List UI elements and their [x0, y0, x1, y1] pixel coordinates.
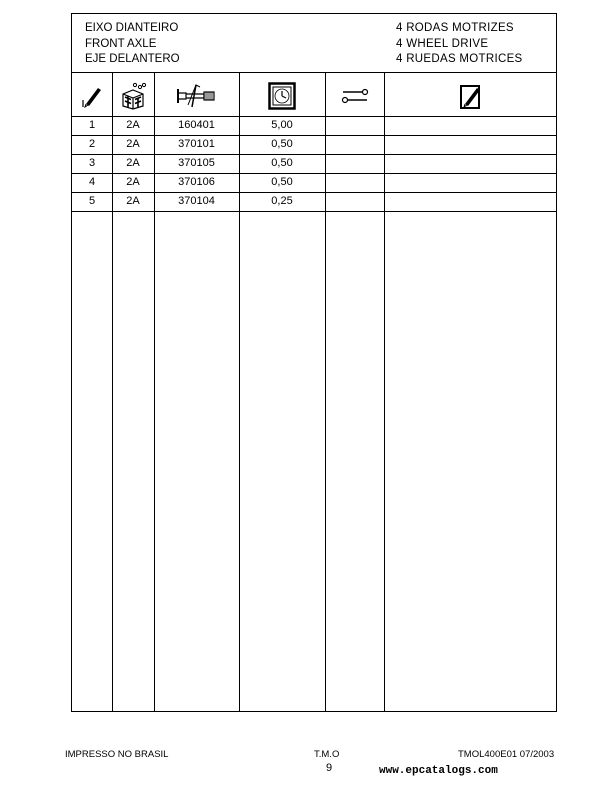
footer-doc-code: TMOL400E01 07/2003	[458, 749, 555, 760]
drive-type	[396, 21, 523, 68]
row-3-item: 3	[88, 157, 96, 169]
row-4-time: 0,50	[271, 176, 293, 188]
row-2-code: 370101	[178, 138, 215, 150]
document-sheet	[71, 13, 557, 712]
title-spanish: EJE DELANTERO	[85, 53, 180, 65]
row-5-time: 0,25	[271, 195, 293, 207]
drive-spanish: 4 RUEDAS MOTRICES	[396, 53, 523, 65]
row-1-group: 2A	[126, 119, 140, 131]
row-3-group: 2A	[126, 157, 140, 169]
row-4-code: 370106	[178, 176, 215, 188]
page-number: 9	[326, 762, 333, 774]
row-4-item: 4	[88, 176, 96, 188]
title-english: FRONT AXLE	[85, 37, 157, 50]
row-3-time: 0,50	[271, 157, 293, 169]
row-1-time: 5,00	[271, 119, 293, 131]
column-divider	[325, 73, 326, 711]
row-1-code: 160401	[178, 119, 215, 131]
pen-icon	[72, 76, 112, 116]
footer-printed-in: IMPRESSO NO BRASIL	[65, 749, 169, 760]
wrench-icon	[325, 76, 384, 116]
row-2-time: 0,50	[271, 138, 293, 150]
row-5-code: 370104	[178, 195, 215, 207]
row-3-code: 370105	[178, 157, 215, 169]
row-5-item: 5	[88, 195, 96, 207]
row-2-group: 2A	[126, 138, 140, 150]
row-4-group: 2A	[126, 176, 140, 188]
drive-portuguese: 4 RODAS MOTRIZES	[396, 22, 514, 34]
cubes-icon	[112, 76, 154, 116]
watermark-url[interactable]: www.epcatalogs.com	[379, 765, 498, 777]
axle-title	[85, 21, 180, 68]
row-2-item: 2	[88, 138, 96, 150]
row-divider	[72, 211, 556, 212]
row-1-item: 1	[88, 119, 96, 131]
tool-part-icon	[154, 76, 239, 116]
title-portuguese: EIXO DIANTEIRO	[85, 22, 179, 34]
notepad-icon	[384, 76, 558, 116]
drive-english: 4 WHEEL DRIVE	[396, 37, 489, 50]
document-header	[72, 14, 556, 73]
footer-center-label: T.M.O	[314, 749, 340, 760]
column-divider	[384, 73, 385, 711]
clock-icon	[239, 76, 325, 116]
row-5-group: 2A	[126, 195, 140, 207]
